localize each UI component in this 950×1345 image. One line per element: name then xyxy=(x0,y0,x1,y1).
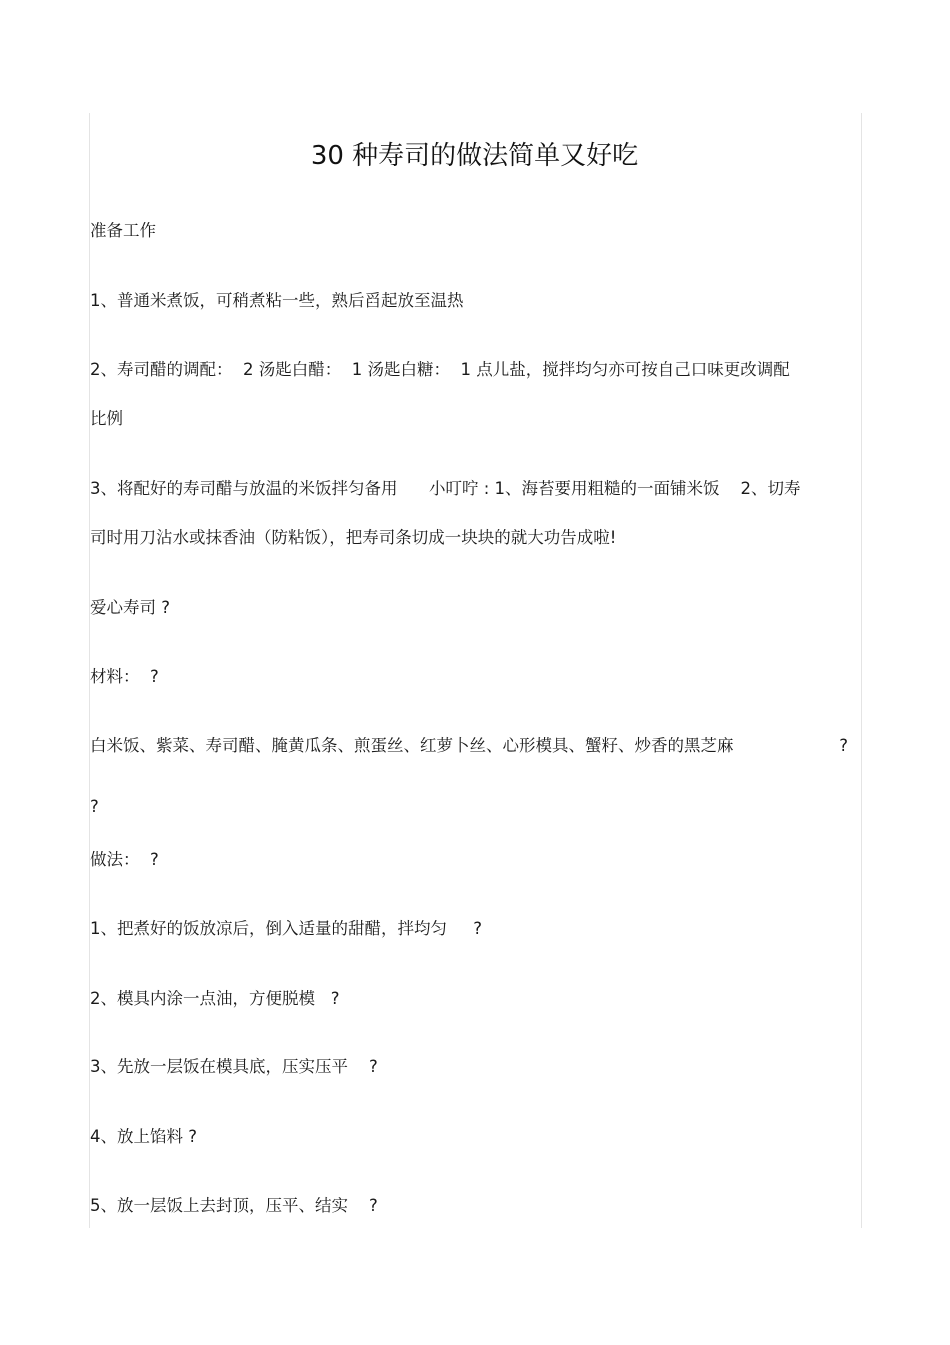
step-line: 4、放上馅料 ? xyxy=(90,1127,198,1146)
step-line: 1、把煮好的饭放凉后，倒入适量的甜醋，拌均匀 ? xyxy=(90,919,482,938)
section-heading-preparation: 准备工作 xyxy=(90,221,156,240)
ingredients-heading: 材料： ? xyxy=(90,667,159,686)
paragraph-line: 比例 xyxy=(90,409,123,428)
step-line: 3、先放一层饭在模具底，压实压平 ? xyxy=(90,1057,378,1076)
paragraph-line: 3、将配好的寿司醋与放温的米饭拌匀备用 小叮咛 : 1、海苔要用粗糙的一面铺米饭 2、切寿 xyxy=(90,479,801,498)
method-heading: 做法： ? xyxy=(90,850,159,869)
section-heading-heart-sushi: 爱心寿司 ? xyxy=(90,598,171,617)
ingredients-list: 白米饭、紫菜、寿司醋、腌黄瓜条、煎蛋丝、红萝卜丝、心形模具、蟹籽、炒香的黑芝麻 xyxy=(90,736,734,755)
paragraph-line: 司时用刀沾水或抹香油（防粘饭），把寿司条切成一块块的就大功告成啦! xyxy=(90,528,617,547)
step-line: 2、模具内涂一点油，方便脱模 ? xyxy=(90,989,340,1008)
document-title: 30 种寿司的做法简单又好吃 xyxy=(310,141,639,171)
step-line: 5、放一层饭上去封顶，压平、结实 ? xyxy=(90,1196,378,1215)
paragraph-line: 2、寿司醋的调配： 2 汤匙白醋： 1 汤匙白糖： 1 点儿盐，搅拌均匀亦可按自己口味更改调配 xyxy=(90,360,790,379)
paragraph-marker: ? xyxy=(90,797,99,816)
paragraph-line: 1、普通米煮饭，可稍煮粘一些，熟后舀起放至温热 xyxy=(90,291,464,310)
paragraph-marker: ? xyxy=(839,736,848,755)
